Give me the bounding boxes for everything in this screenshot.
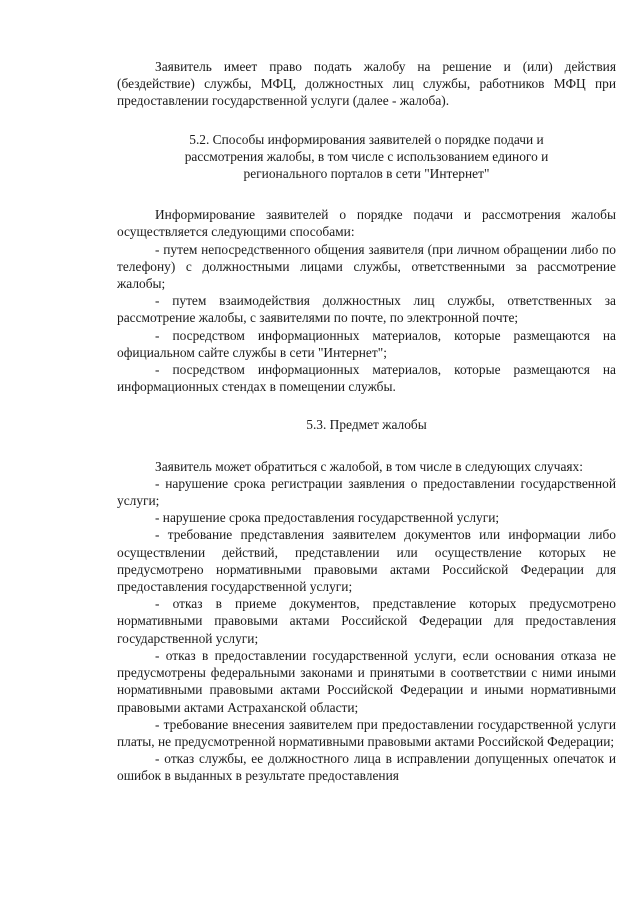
document-body [117, 58, 616, 785]
section-5-2-heading [117, 131, 616, 183]
section-5-2-lead: Информирование заявителей о порядке подачи и рассмотрения жалобы осуществляется следующими способами: [117, 207, 616, 240]
section-5-3-title: 5.3. Предмет жалобы [306, 417, 427, 433]
section-5-3-lead: Заявитель может обратиться с жалобой, в том числе в следующих случаях: [155, 458, 583, 474]
list-item: - отказ в приеме документов, представление которых предусмотрено нормативными правовыми актами Российской Федерации для предоставления государственной услуги; [117, 596, 616, 646]
list-item: - нарушение срока регистрации заявления о предоставлении государственной услуги; [117, 475, 616, 509]
list-item: - посредством информационных материалов, которые размещаются на информационных стендах в помещении службы. [117, 362, 616, 395]
list-item: - посредством информационных материалов, которые размещаются на официальном сайте службы в сети "Интернет"; [117, 327, 616, 360]
list-item: - путем взаимодействия должностных лиц службы, ответственных за рассмотрение жалобы, с заявителями по почте, по электронной почте; [117, 293, 616, 326]
list-item: - нарушение срока предоставления государственной услуги; [155, 510, 500, 526]
list-item: - путем непосредственного общения заявителя (при личном обращении либо по телефону) с должностными лицами службы, ответственными за рассмотрение жалобы; [117, 241, 616, 292]
section-5-2-title-line: 5.2. Способы информирования заявителей о порядке подачи и [189, 131, 544, 147]
list-item: - требование представления заявителем документов или информации либо осуществлении действий, представлении или осуществление которых не предусмотрено нормативными правовыми актами Российской Федерации для предоставления государственной услуги; [117, 527, 616, 595]
list-item: - отказ службы, ее должностного лица в исправлении допущенных опечаток и ошибок в выданных в результате предоставления [117, 751, 616, 784]
list-item: - требование внесения заявителем при предоставлении государственной услуги платы, не предусмотренной нормативными правовыми актами Российской Федерации; [117, 716, 616, 749]
section-5-2-title-line: регионального порталов в сети "Интернет" [243, 166, 490, 182]
section-5-2-title-line: рассмотрения жалобы, в том числе с использованием единого и [184, 148, 549, 164]
intro-paragraph: Заявитель имеет право подать жалобу на решение и (или) действия (бездействие) службы, МФЦ, должностных лиц службы, работников МФЦ при предоставлении государственной услуги (далее - жалоба). [117, 59, 616, 109]
list-item: - отказ в предоставлении государственной услуги, если основания отказа не предусмотрены федеральными законами и принятыми в соответствии с ними иными нормативными правовыми актами Российской Федерации и иными нормативными правовыми актами Астраханской области; [117, 647, 616, 715]
